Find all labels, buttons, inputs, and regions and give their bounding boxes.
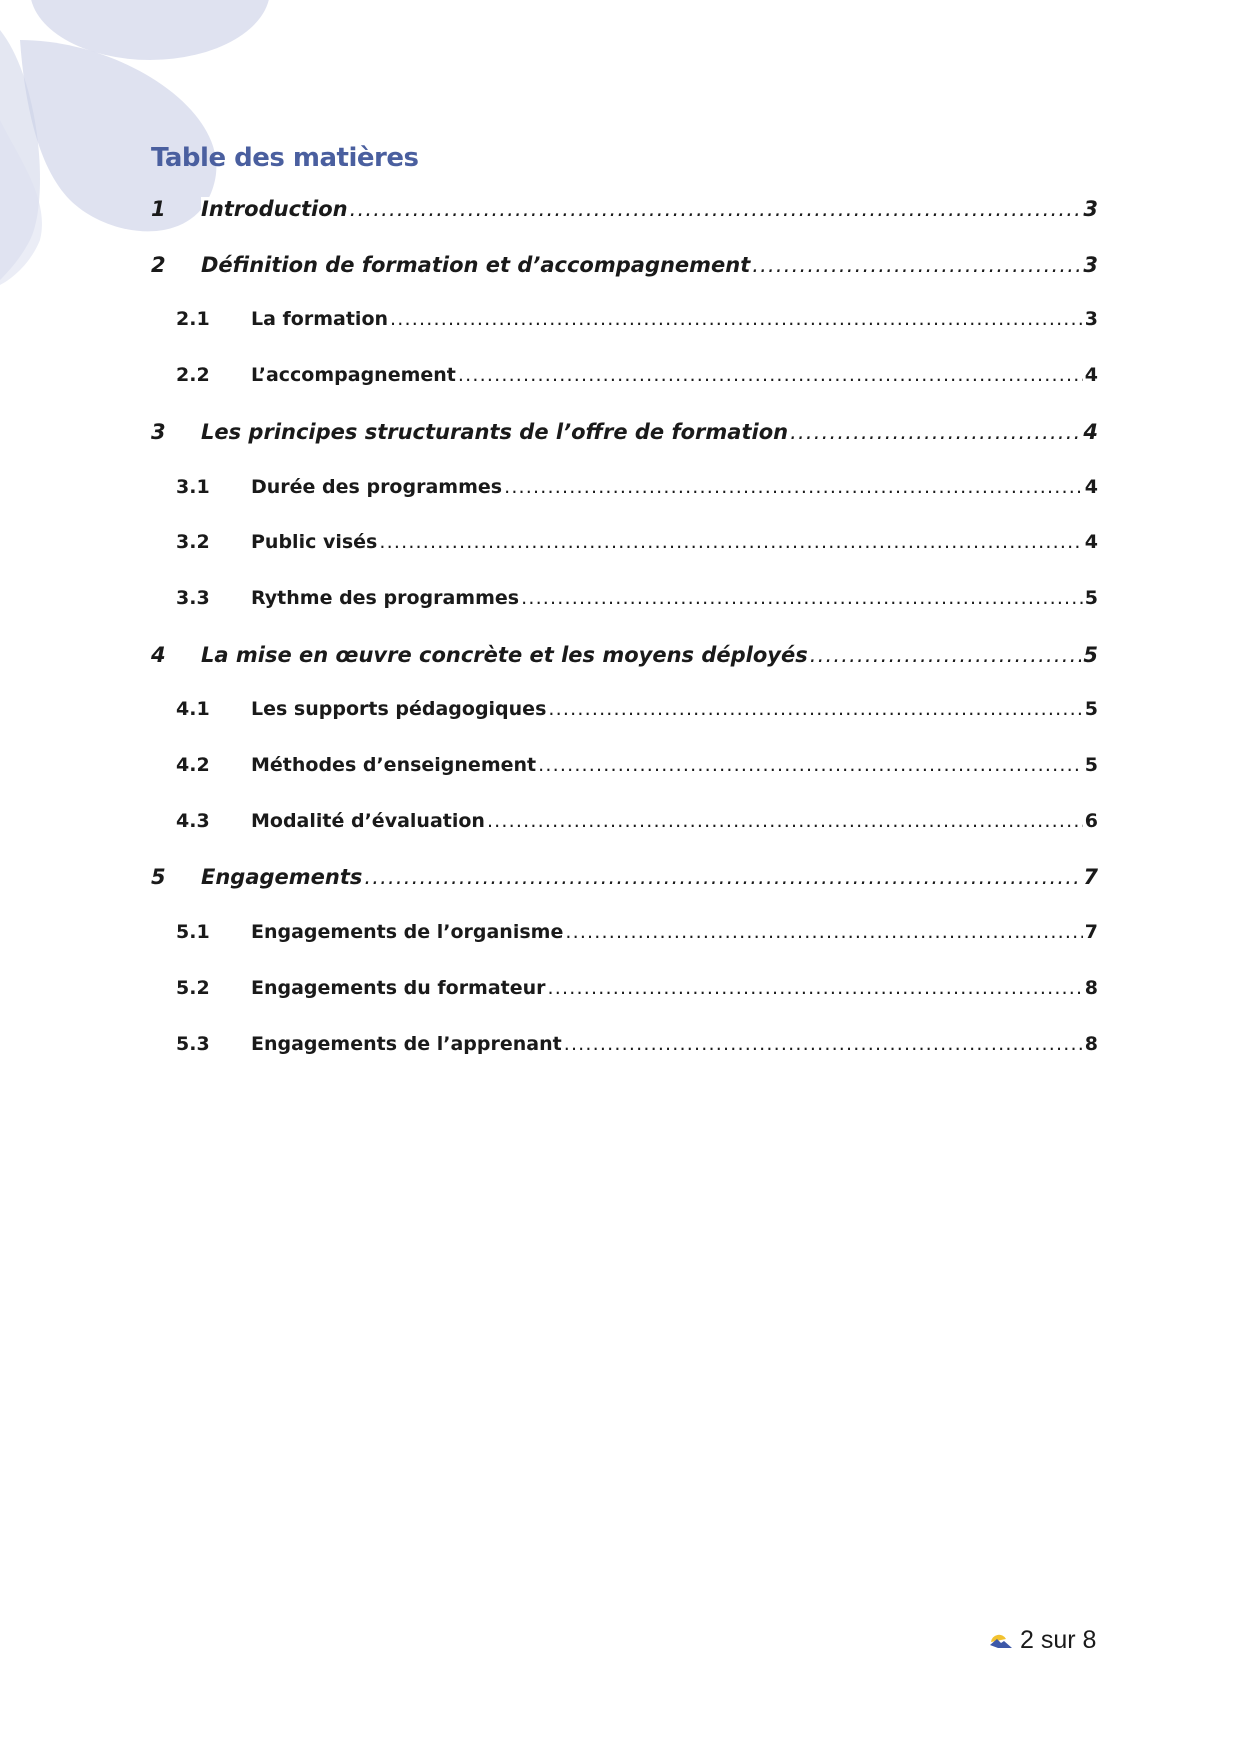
toc-entry-page-number: 8 <box>1084 976 1098 999</box>
toc-entry[interactable] <box>0 308 1241 338</box>
toc-entry-line <box>251 1033 1098 1055</box>
toc-entry-title[interactable]: Engagements de l’organisme <box>251 921 564 944</box>
toc-dot-leader <box>379 531 1082 553</box>
toc-entry[interactable] <box>0 754 1241 784</box>
toc-entry[interactable] <box>0 1033 1241 1063</box>
toc-entry-line <box>251 308 1098 330</box>
toc-entry-title[interactable]: L’accompagnement <box>251 364 456 387</box>
page-footer <box>988 1626 1096 1655</box>
toc-entry-page-number: 4 <box>1083 419 1098 444</box>
toc-entry-title[interactable]: Modalité d’évaluation <box>251 809 485 832</box>
toc-entry-line <box>251 698 1098 720</box>
toc-dot-leader <box>810 643 1082 667</box>
toc-dot-leader <box>752 253 1081 277</box>
toc-entry[interactable] <box>0 531 1241 561</box>
toc-entry[interactable] <box>0 698 1241 728</box>
toc-entry-page-number: 7 <box>1083 865 1098 890</box>
toc-dot-leader <box>565 921 1082 943</box>
toc-entry-number: 4.3 <box>176 809 210 832</box>
toc-dot-leader <box>564 1033 1083 1055</box>
toc-entry[interactable] <box>0 810 1241 840</box>
toc-entry-page-number: 3 <box>1083 197 1098 221</box>
toc-entry-line <box>251 476 1098 498</box>
toc-entry-number: 2 <box>151 252 166 277</box>
toc-dot-leader <box>538 754 1083 776</box>
toc-entry-number: 2.1 <box>176 308 210 331</box>
toc-entry-number: 4.2 <box>176 754 210 776</box>
toc-entry-number: 2.2 <box>176 364 210 387</box>
toc-entry[interactable] <box>0 253 1241 283</box>
toc-dot-leader <box>521 587 1083 609</box>
toc-entry-page-number: 4 <box>1084 364 1098 387</box>
toc-entry[interactable] <box>0 197 1241 227</box>
toc-entry-title[interactable]: Engagements de l’apprenant <box>251 1032 562 1055</box>
toc-entry-page-number: 8 <box>1084 1032 1098 1055</box>
toc-entry-line <box>251 587 1098 609</box>
toc-entry-number: 5.2 <box>176 976 210 999</box>
toc-entry-number: 4 <box>151 642 166 667</box>
toc-entry-line <box>251 810 1098 832</box>
toc-entry-title[interactable]: Public visés <box>251 531 378 554</box>
toc-entry-page-number: 4 <box>1084 531 1098 554</box>
toc-entry[interactable] <box>0 643 1241 673</box>
toc-entry[interactable] <box>0 865 1241 895</box>
toc-entry-page-number: 3 <box>1083 252 1098 277</box>
toc-entry-number: 5.3 <box>176 1032 210 1055</box>
toc-entry-title[interactable]: Durée des programmes <box>251 475 503 498</box>
toc-entry-number: 3 <box>151 419 166 444</box>
toc-dot-leader <box>364 865 1081 889</box>
toc-entry-line <box>251 531 1098 553</box>
toc-entry-line <box>201 865 1098 889</box>
toc-entry-page-number: 3 <box>1084 308 1098 331</box>
toc-dot-leader <box>790 420 1081 444</box>
toc-entry-page-number: 5 <box>1084 698 1098 721</box>
toc-entry-number: 1 <box>151 197 166 221</box>
toc-heading: Table des matières <box>151 143 419 173</box>
toc-entry[interactable] <box>0 977 1241 1007</box>
toc-entry-title[interactable]: Méthodes d’enseignement <box>251 754 537 776</box>
toc-entry[interactable] <box>0 587 1241 617</box>
toc-entry-title[interactable]: Les principes structurants de l’offre de formation <box>201 419 789 444</box>
toc-entry-title[interactable]: La mise en œuvre concrète et les moyens déployés <box>201 642 808 667</box>
toc-entry-title[interactable]: La formation <box>251 308 389 331</box>
toc-entry-page-number: 5 <box>1084 586 1098 609</box>
toc-entry-title[interactable]: Rythme des programmes <box>251 586 520 609</box>
toc-dot-leader <box>548 698 1082 720</box>
toc-entry-page-number: 5 <box>1083 642 1098 667</box>
toc-entry-line <box>251 754 1098 776</box>
sun-mountain-logo-icon <box>988 1630 1014 1652</box>
toc-entry-number: 3.3 <box>176 586 210 609</box>
toc-entry-line <box>251 921 1098 943</box>
toc-entry-number: 3.1 <box>176 475 210 498</box>
toc-entry-line <box>201 420 1098 444</box>
toc-entry-number: 4.1 <box>176 698 210 721</box>
toc-entry-line <box>201 253 1098 277</box>
toc-entry-page-number: 5 <box>1084 754 1098 776</box>
toc-entry-line <box>251 364 1098 386</box>
toc-entry-number: 3.2 <box>176 531 210 554</box>
toc-dot-leader <box>458 364 1083 386</box>
toc-dot-leader <box>487 810 1083 832</box>
toc-entry[interactable] <box>0 921 1241 951</box>
toc-entry[interactable] <box>0 364 1241 394</box>
toc-entry-line <box>201 197 1098 221</box>
toc-entry-page-number: 6 <box>1084 809 1098 832</box>
toc-entry-line <box>251 977 1098 999</box>
toc-entry-number: 5.1 <box>176 921 210 944</box>
toc-entry-title[interactable]: Introduction <box>201 197 348 221</box>
toc-entry-title[interactable]: Engagements <box>201 865 363 890</box>
toc-entry-page-number: 4 <box>1084 475 1098 498</box>
toc-dot-leader <box>548 977 1083 999</box>
toc-dot-leader <box>504 476 1083 498</box>
toc-dot-leader <box>350 197 1082 221</box>
toc-entry-page-number: 7 <box>1084 921 1098 944</box>
toc-entry-title[interactable]: Les supports pédagogiques <box>251 698 547 721</box>
toc-dot-leader <box>390 308 1083 330</box>
toc-entry[interactable] <box>0 476 1241 506</box>
toc-entry-line <box>201 643 1098 667</box>
toc-entry-number: 5 <box>151 865 166 890</box>
page-indicator: 2 sur 8 <box>1020 1626 1097 1654</box>
toc-entry[interactable] <box>0 420 1241 450</box>
toc-entry-title[interactable]: Définition de formation et d’accompagnement <box>201 252 751 277</box>
toc-entry-title[interactable]: Engagements du formateur <box>251 976 546 999</box>
